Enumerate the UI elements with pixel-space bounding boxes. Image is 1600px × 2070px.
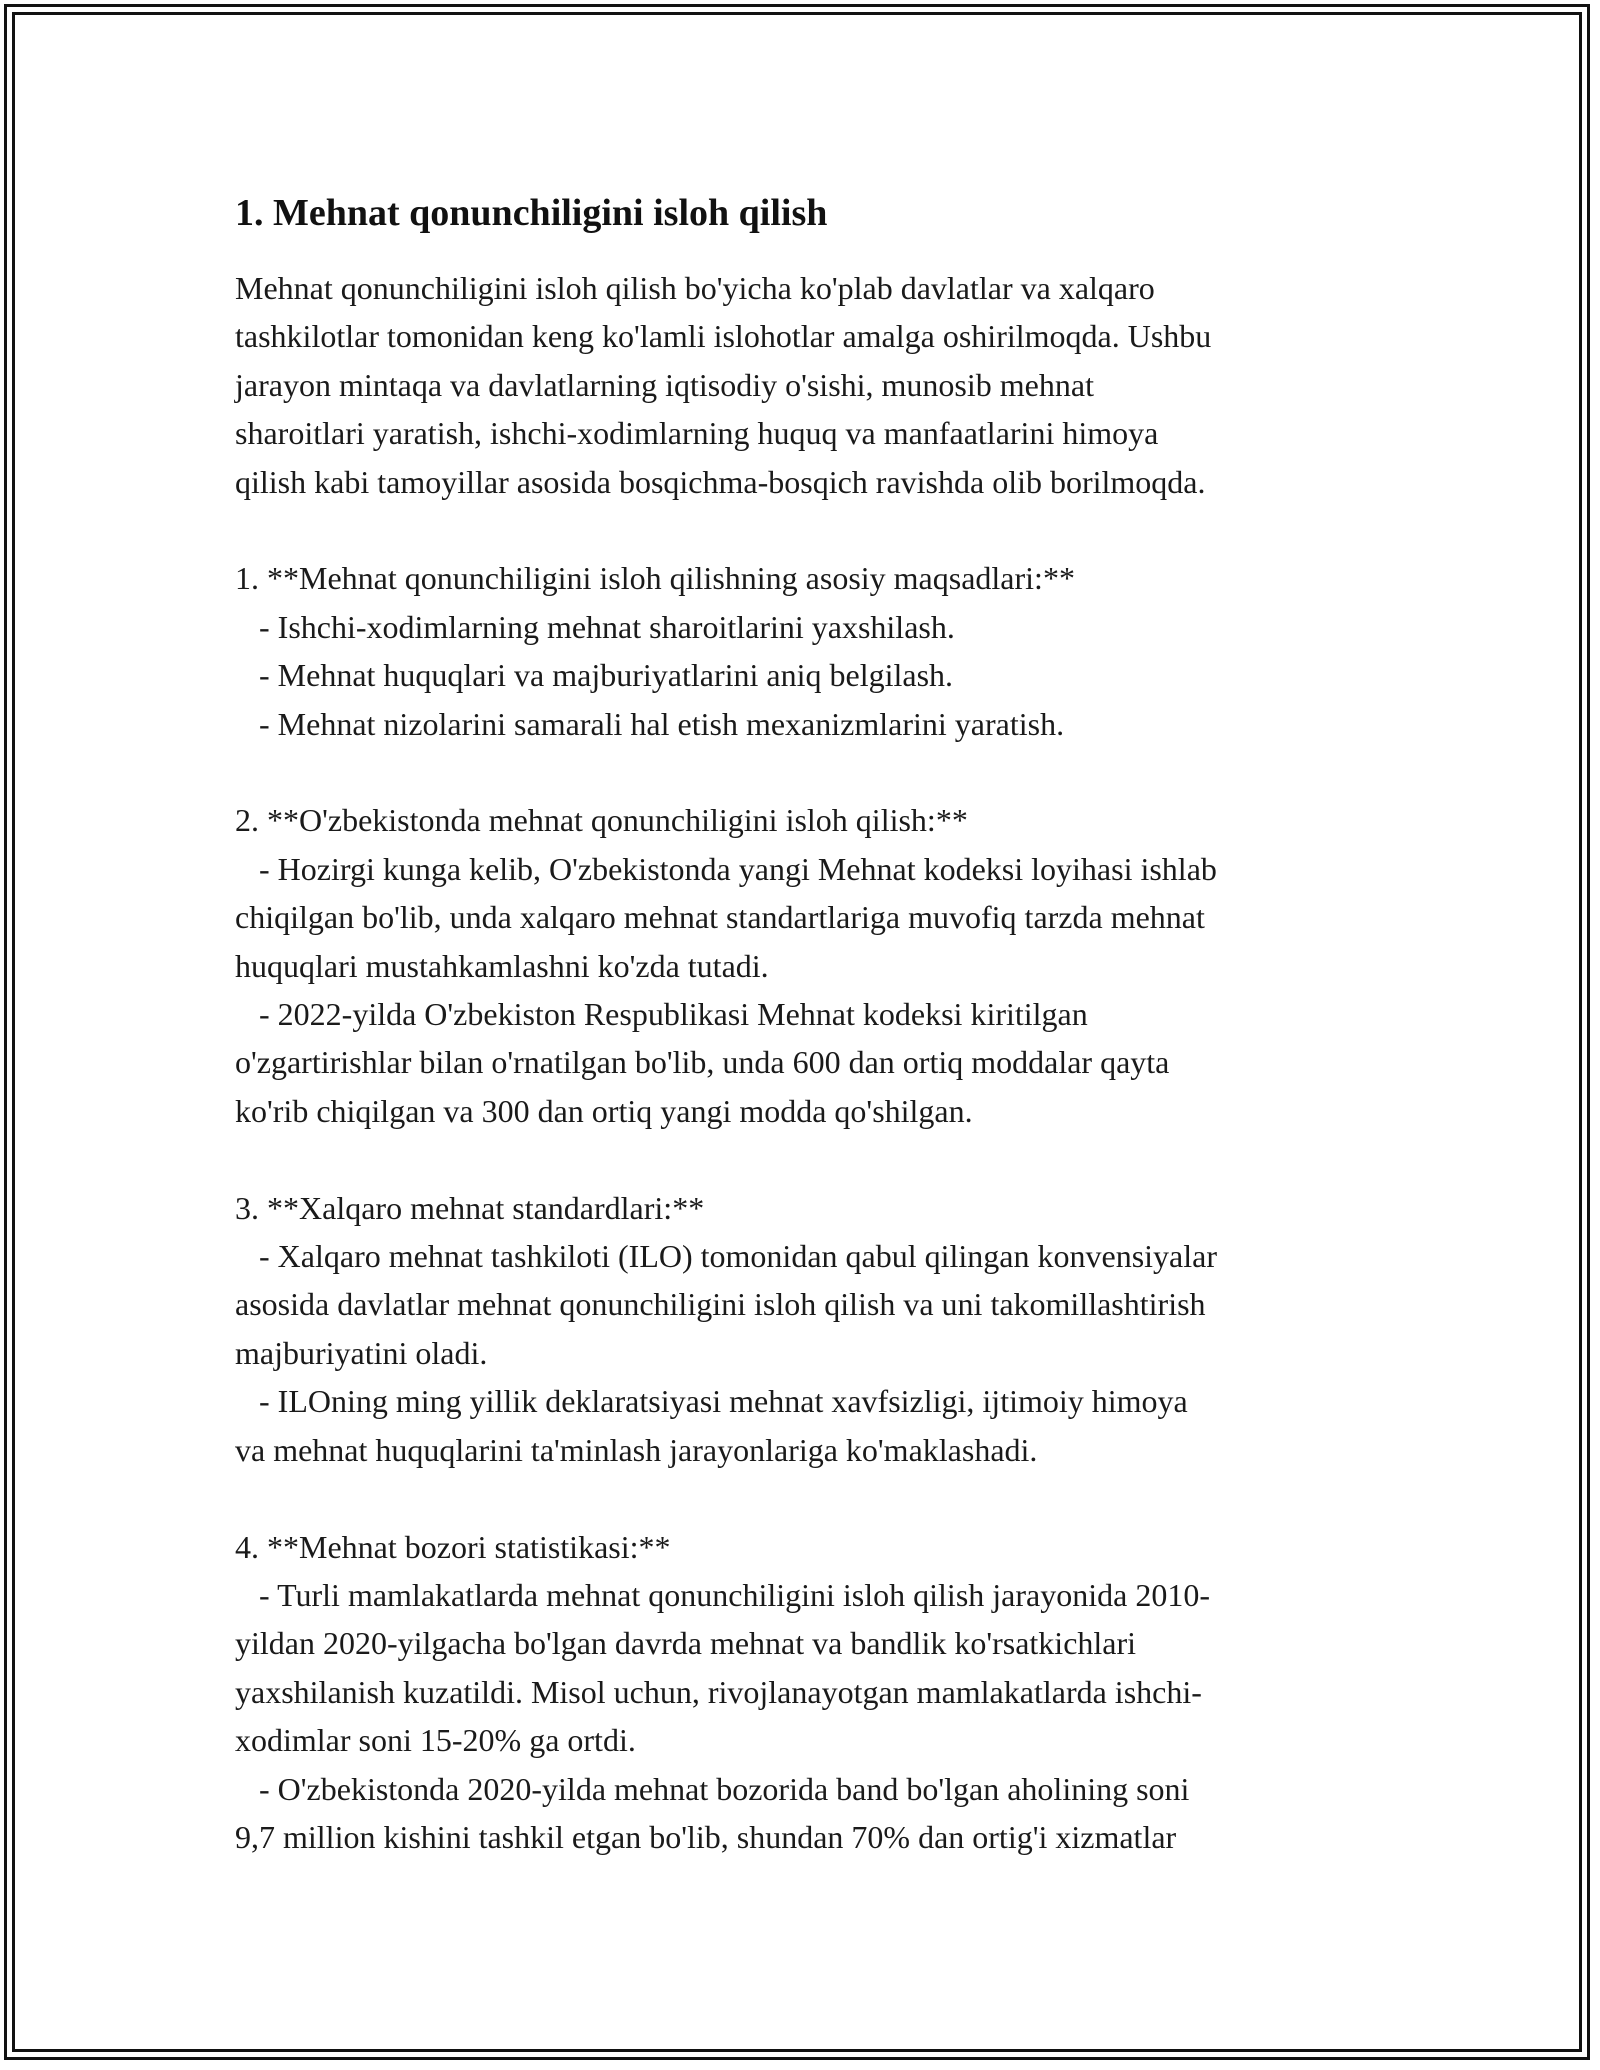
document-title: 1. Mehnat qonunchiligini isloh qilish bbox=[235, 192, 828, 234]
section-4: 4. **Mehnat bozori statistikasi:** - Turli mamlakatlarda mehnat qonunchiligini isloh qilish jarayonida 2010- yildan 2020-yilgacha bo'lgan davrda mehnat va bandlik ko'rsatkichlari yaxshilanish kuzatildi. Misol uchun, rivojlanayotgan mamlakatlarda ishchi- xodimlar soni 15-20% ga ortdi. - O'zbekistonda 2020-yilda mehnat bozorida band bo'lgan aholining soni 9,7 million kishini tashkil etgan bo'lib, shundan 70% dan ortig'i xizmatlar bbox=[235, 1528, 1210, 1855]
paragraph-gap bbox=[235, 748, 1375, 796]
section-3: 3. **Xalqaro mehnat standardlari:** - Xalqaro mehnat tashkiloti (ILO) tomonidan qabul qilingan konvensiyalar asosida davlatlar mehnat qonunchiligini isloh qilish va uni takomillashtirish majburiyatini oladi. - ILOning ming yillik deklaratsiyasi mehnat xavfsizligi, ijtimoiy himoya va mehnat huquqlarini ta'minlash jarayonlariga ko'maklashadi. bbox=[235, 1189, 1217, 1468]
paragraph-gap bbox=[235, 1135, 1375, 1183]
document-body bbox=[235, 186, 1375, 1861]
paragraph-gap bbox=[235, 506, 1375, 554]
section-2: 2. **O'zbekistonda mehnat qonunchiligini isloh qilish:** - Hozirgi kunga kelib, O'zbekistonda yangi Mehnat kodeksi loyihasi ishlab chiqilgan bo'lib, unda xalqaro mehnat standartlariga muvofiq tarzda mehnat huquqlari mustahkamlashni ko'zda tutadi. - 2022-yilda O'zbekiston Respublikasi Mehnat kodeksi kiritilgan o'zgartirishlar bilan o'rnatilgan bo'lib, unda 600 dan ortiq moddalar qayta ko'rib chiqilgan va 300 dan ortiq yangi modda qo'shilgan. bbox=[235, 802, 1217, 1129]
section-1: 1. **Mehnat qonunchiligini isloh qilishning asosiy maqsadlari:** - Ishchi-xodimlarning mehnat sharoitlarini yaxshilash. - Mehnat huquqlari va majburiyatlarini aniq belgilash. - Mehnat nizolarini samarali hal etish mexanizmlarini yaratish. bbox=[235, 560, 1075, 742]
paragraph-gap bbox=[235, 1474, 1375, 1522]
intro-paragraph: Mehnat qonunchiligini isloh qilish bo'yicha ko'plab davlatlar va xalqaro tashkilotlar tomonidan keng ko'lamli islohotlar amalga oshirilmoqda. Ushbu jarayon mintaqa va davlatlarning iqtisodiy o'sishi, munosib mehnat sharoitlari yaratish, ishchi-xodimlarning huquq va manfaatlarini himoya qilish kabi tamoyillar asosida bosqichma-bosqich ravishda olib borilmoqda. bbox=[235, 270, 1212, 500]
